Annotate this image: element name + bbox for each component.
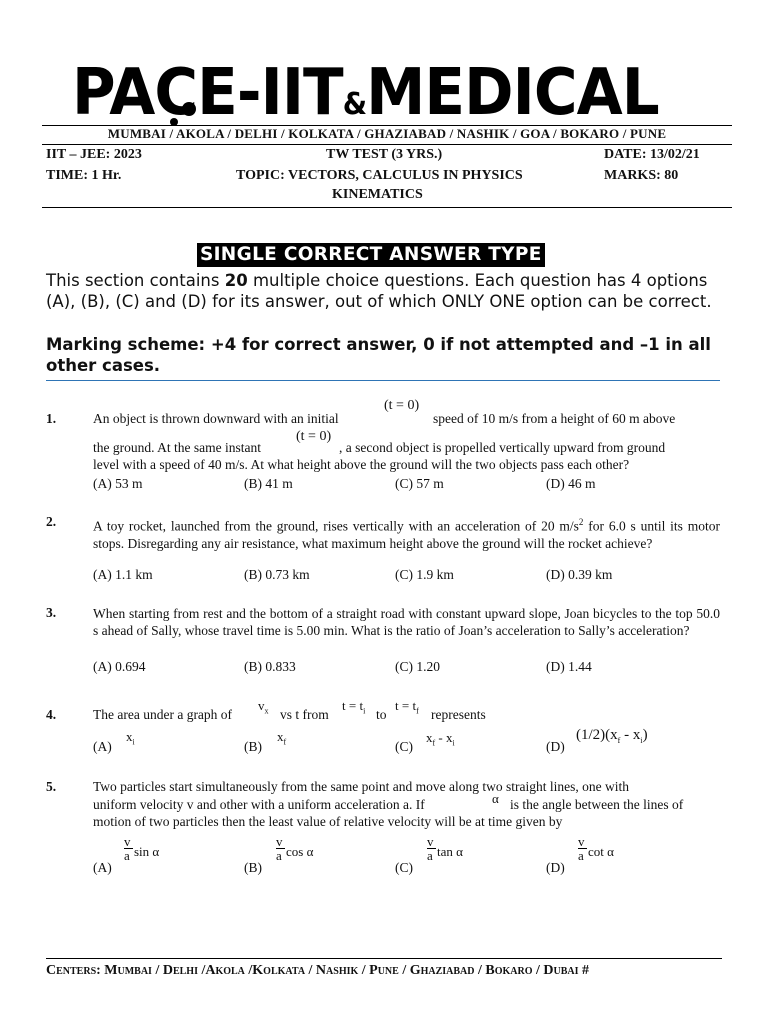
institute-logo <box>72 58 694 128</box>
option-d[interactable]: (D) <box>546 860 565 875</box>
question-text: speed of 10 m/s from a height of 60 m above <box>433 411 676 426</box>
equation-t0: (t = 0) <box>384 398 420 413</box>
option-d[interactable]: (D) 1.44 <box>546 659 592 674</box>
option-b[interactable]: (B) <box>244 860 262 875</box>
option-a[interactable]: (A) 0.694 <box>93 659 146 674</box>
option-c[interactable]: (C) <box>395 739 413 754</box>
option-d[interactable]: (D) 0.39 km <box>546 567 613 582</box>
question-text: vs t from <box>280 707 329 722</box>
question-text: to <box>376 707 387 722</box>
math-tan-alpha: tan α <box>437 844 463 859</box>
question-text: motion of two particles then the least value of relative velocity will be at time given by <box>93 814 563 829</box>
question-text: An object is thrown downward with an initial <box>93 411 339 426</box>
option-d[interactable]: (D) <box>546 739 565 754</box>
question-text: level with a speed of 40 m/s. At what height above the ground will the two objects pass each other? <box>93 457 630 472</box>
option-c[interactable]: (C) 1.9 km <box>395 567 454 582</box>
option-b[interactable]: (B) 0.833 <box>244 659 296 674</box>
header-rule-bottom <box>42 207 732 208</box>
date-label: DATE: 13/02/21 <box>604 147 700 162</box>
test-label: TW TEST (3 YRS.) <box>326 147 443 162</box>
option-b[interactable]: (B) 0.73 km <box>244 567 310 582</box>
option-a[interactable]: (A) 53 m <box>93 476 143 491</box>
time-label: TIME: 1 Hr. <box>46 168 122 183</box>
math-xf: $x_f$ <box>277 729 287 747</box>
math-half-difference: $(1/2)(x_f - x_i)$ <box>576 727 648 745</box>
option-c[interactable]: (C) <box>395 860 413 875</box>
question-text: When starting from rest and the bottom of a straight road with constant upward slope, Joan bicycles to the top 50.0 s ahead of Sally, whose travel time is 5.00 min. What is the ratio of Joan’s acceleration to Sally’s acceleration? <box>93 606 720 638</box>
footer-rule <box>46 958 722 959</box>
math-vx: $v_x$ <box>258 698 269 716</box>
math-xf-minus-xi: $x_f - x_i$ <box>426 730 455 748</box>
fraction-v-over-a: v a <box>124 836 133 861</box>
equation-t0: (t = 0) <box>296 429 332 444</box>
section-title: SINGLE CORRECT ANSWER TYPE <box>197 243 545 267</box>
option-c[interactable]: (C) 57 m <box>395 476 444 491</box>
option-b[interactable]: (B) 41 m <box>244 476 293 491</box>
option-a[interactable]: (A) <box>93 860 112 875</box>
question-number: 5. <box>46 779 57 794</box>
logo-text: PACE-IIT&MEDICAL <box>72 56 659 130</box>
fraction-v-over-a: v a <box>578 836 587 861</box>
math-sin-alpha: sin α <box>134 844 160 859</box>
math-cot-alpha: cot α <box>588 844 614 859</box>
option-c[interactable]: (C) 1.20 <box>395 659 440 674</box>
cities-line: MUMBAI / AKOLA / DELHI / KOLKATA / GHAZIABAD / NASHIK / GOA / BOKARO / PUNE <box>107 126 667 141</box>
topic-line1: TOPIC: VECTORS, CALCULUS IN PHYSICS <box>236 168 523 183</box>
question-text: represents <box>431 707 486 722</box>
math-cos-alpha: cos α <box>286 844 314 859</box>
math-xi: $x_i$ <box>126 729 135 747</box>
math-tf: $t = t_f$ <box>395 698 419 716</box>
question-text: Two particles start simultaneously from the same point and move along two straight lines, one with <box>93 779 629 794</box>
question-text: The area under a graph of <box>93 707 233 722</box>
header-rule-2 <box>42 144 732 145</box>
question-number: 2. <box>46 514 57 529</box>
option-a[interactable]: (A) 1.1 km <box>93 567 153 582</box>
fraction-v-over-a: v a <box>427 836 436 861</box>
option-b[interactable]: (B) <box>244 739 262 754</box>
question-text: uniform velocity v and other with a uniform acceleration a. If <box>93 797 425 812</box>
question-text: is the angle between the lines of <box>510 797 684 812</box>
section-intro: This section contains 20 multiple choice questions. Each question has 4 options (A), (B), (C) and (D) for its answer, out of which ONLY ONE option can be correct. <box>46 271 712 311</box>
math-alpha: α <box>492 791 499 806</box>
option-d[interactable]: (D) 46 m <box>546 476 596 491</box>
question-text: , a second object is propelled vertically upward from ground <box>339 440 666 455</box>
marks-label: MARKS: 80 <box>604 168 679 183</box>
question-text: the ground. At the same instant <box>93 440 261 455</box>
math-ti: $t = t_i$ <box>342 698 366 716</box>
question-number: 3. <box>46 605 57 620</box>
section-divider <box>46 380 720 381</box>
exam-label: IIT – JEE: 2023 <box>46 147 142 162</box>
question-number: 1. <box>46 411 57 426</box>
footer-centers: Centers: Mumbai / Delhi /Akola /Kolkata / Nashik / Pune / Ghaziabad / Bokaro / Dubai # <box>46 963 590 978</box>
fraction-v-over-a: v a <box>276 836 285 861</box>
topic-line2: KINEMATICS <box>332 187 423 202</box>
question-text: A toy rocket, launched from the ground, rises vertically with an acceleration of 20 $m/s^2$ for 6.0 s until its motor stops. Disregarding any air resistance, what maximum height above the ground will the rocket achieve? <box>93 517 721 551</box>
option-a[interactable]: (A) <box>93 739 112 754</box>
question-number: 4. <box>46 707 57 722</box>
marking-scheme: Marking scheme: +4 for correct answer, 0 if not attempted and –1 in all other cases. <box>46 335 711 375</box>
